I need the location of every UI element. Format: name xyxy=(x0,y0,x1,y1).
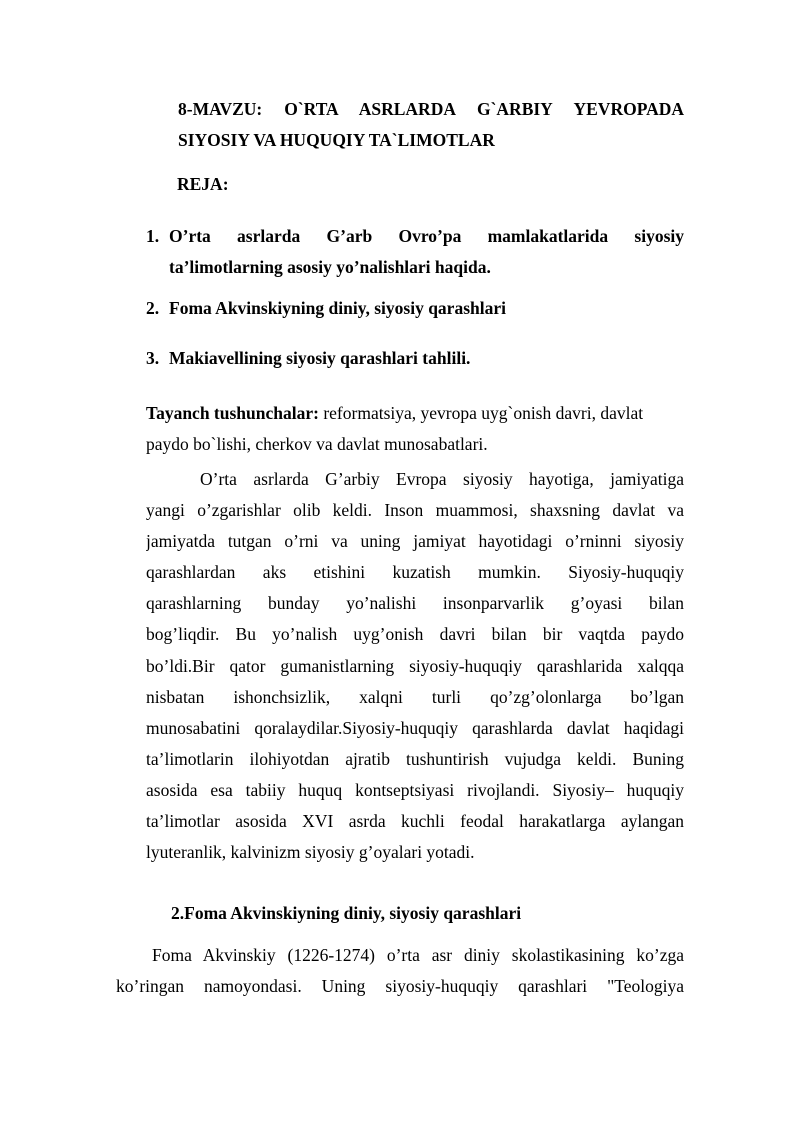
plan-item-text: Foma Akvinskiyning diniy, siyosiy qarashlari xyxy=(169,298,506,318)
paragraph-line: bog’liqdir. Bu yo’nalish uyg’onish davri bilan bir vaqtda paydo xyxy=(146,624,684,645)
plan-heading: REJA: xyxy=(177,174,229,194)
plan-item-text-cont: ta’limotlarning asosiy yo’nalishlari haqida. xyxy=(169,257,491,277)
plan-item-text: Makiavellining siyosiy qarashlari tahlili. xyxy=(169,348,471,368)
plan-item-number: 3. xyxy=(146,348,160,368)
plan-item-3 xyxy=(146,343,684,374)
key-concepts xyxy=(146,398,684,460)
section-heading: 2.Foma Akvinskiyning diniy, siyosiy qarashlari xyxy=(171,903,522,923)
paragraph-intro xyxy=(146,464,684,868)
paragraph-line: lyuteranlik, kalvinizm siyosiy g’oyalari yotadi. xyxy=(146,842,475,863)
paragraph-line: nisbatan ishonchsizlik, xalqni turli qo’zg’olonlarga bo’lgan xyxy=(146,686,684,707)
paragraph-line: O’rta asrlarda G’arbiy Evropa siyosiy hayotiga, jamiyatiga xyxy=(200,469,684,489)
paragraph-line: yangi o’zgarishlar olib keldi. Inson muammosi, shaxsning davlat va xyxy=(146,500,684,521)
paragraph-section2 xyxy=(116,940,684,1002)
page-title xyxy=(178,94,684,156)
paragraph-line: bo’ldi.Bir qator gumanistlarning siyosiy-huquqiy qarashlarida xalqqa xyxy=(146,655,684,676)
plan-item-text: O’rta asrlarda G’arb Ovro’pa mamlakatlarida siyosiy xyxy=(169,226,684,246)
title-line-1: 8-MAVZU: O`RTA ASRLARDA G`ARBIY YEVROPADA xyxy=(178,99,684,119)
key-concepts-text-cont: paydo bo`lishi, cherkov va davlat munosabatlari. xyxy=(146,434,488,455)
paragraph-line: qarashlardan aks etishini kuzatish mumkin. Siyosiy-huquqiy xyxy=(146,562,684,583)
title-line-2: SIYOSIY VA HUQUQIY TA`LIMOTLAR xyxy=(178,130,495,150)
plan-item-number: 1. xyxy=(146,226,160,246)
paragraph-line: asosida esa tabiiy huquq kontseptsiyasi rivojlandi. Siyosiy– huquqiy xyxy=(146,779,684,800)
plan-item-2 xyxy=(146,293,684,324)
paragraph-line: jamiyatda tutgan o’rni va uning jamiyat hayotidagi o’rninni siyosiy xyxy=(146,531,684,552)
paragraph-line: qarashlarning bunday yo’nalishi insonparvarlik g’oyasi bilan xyxy=(146,593,684,614)
paragraph-line: ko’ringan namoyondasi. Uning siyosiy-huquqiy qarashlari "Teologiya xyxy=(116,976,684,996)
key-concepts-text: reformatsiya, yevropa uyg`onish davri, davlat xyxy=(318,403,644,423)
paragraph-line: ta’limotlar asosida XVI asrda kuchli feodal harakatlarga aylangan xyxy=(146,811,684,832)
paragraph-line: Foma Akvinskiy (1226-1274) o’rta asr diniy skolastikasining ko’zga xyxy=(152,945,684,965)
plan-item-number: 2. xyxy=(146,298,160,318)
paragraph-line: munosabatini qoralaydilar.Siyosiy-huquqiy qarashlarda davlat haqidagi xyxy=(146,717,684,738)
plan-item-1 xyxy=(146,221,684,283)
key-concepts-label: Tayanch tushunchalar: xyxy=(146,403,319,423)
paragraph-line: ta’limotlarin ilohiyotdan ajratib tushuntirish vujudga keldi. Buning xyxy=(146,748,684,769)
